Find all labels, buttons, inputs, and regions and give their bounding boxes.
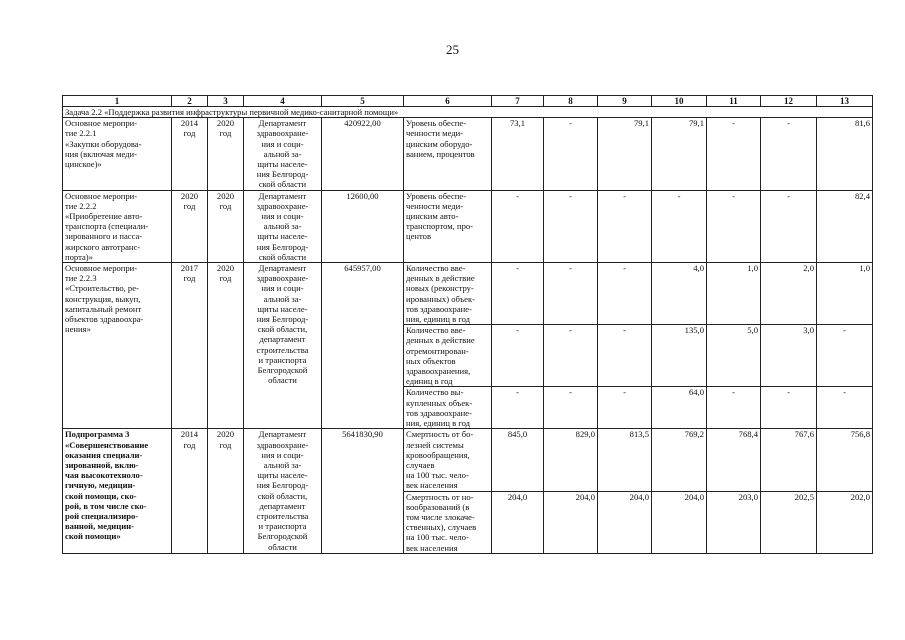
cell-line: 2020 [216, 429, 235, 440]
cell-line: ированных) объек- [406, 293, 475, 304]
header-cell: 11 [707, 96, 761, 107]
indicator-value: 767,6 [761, 429, 817, 491]
cell-line: век населения [406, 480, 458, 491]
cell-line: щиты населе- [257, 159, 308, 170]
cell-line: здравоохране- [256, 273, 309, 284]
indicator-value: - [492, 263, 544, 325]
cell-line: ния Белгород- [256, 314, 309, 325]
indicator-value: - [544, 118, 598, 190]
cell-line: альной за- [263, 293, 302, 304]
indicator-value: - [761, 118, 817, 190]
indicator-value: - [652, 190, 707, 262]
indicator-value: - [707, 387, 761, 429]
indicator-value: 768,4 [707, 429, 761, 491]
end-year [208, 263, 244, 429]
indicator-value: 2,0 [761, 263, 817, 325]
cell-line: департамент [259, 500, 306, 511]
header-cell: 1 [63, 96, 172, 107]
header-cell: 12 [761, 96, 817, 107]
table-row [63, 429, 873, 491]
cell-line: 2020 [216, 263, 235, 274]
table-row [63, 118, 873, 190]
indicator-value: 813,5 [598, 429, 652, 491]
cell-line: департамент [259, 334, 306, 345]
cell-line: Департамент [258, 263, 307, 274]
cell-line: тов здравоохране- [406, 303, 472, 314]
cell-line: гичную, медицин- [65, 480, 136, 491]
indicator-value: - [817, 325, 873, 387]
cell-line: год [183, 200, 196, 211]
indicator-value: - [707, 118, 761, 190]
header-cell: 6 [404, 96, 492, 107]
cell-line: год [219, 439, 232, 450]
cell-line: год [183, 128, 196, 139]
cell-line: на 100 тыс. чело- [406, 470, 469, 481]
cell-line: 2017 [180, 263, 199, 274]
indicator-value: 82,4 [817, 190, 873, 262]
indicator-name [404, 118, 492, 190]
indicator-name [404, 387, 492, 429]
cell-line: нения» [65, 324, 91, 335]
cell-line: цинское)» [65, 159, 102, 170]
indicator-value: 5,0 [707, 325, 761, 387]
measure-name [63, 429, 172, 553]
cell-line: строительства [256, 344, 309, 355]
cell-line: ния и соци- [261, 449, 304, 460]
table-row [63, 263, 873, 325]
funding-amount: 420922,00 [322, 118, 404, 190]
funding-amount: 645957,00 [322, 263, 404, 429]
indicator-name [404, 429, 492, 491]
cell-line: ской помощи» [65, 531, 121, 542]
cell-line: строительства [256, 510, 309, 521]
cell-line: Белгородской [257, 365, 308, 376]
cell-line: транспорта (специали- [65, 221, 149, 232]
cell-line: 2020 [216, 190, 235, 201]
cell-line: транспортом, про- [406, 221, 474, 232]
cell-line: области [268, 375, 297, 386]
cell-line: альной за- [263, 148, 302, 159]
indicator-value: 202,0 [817, 491, 873, 553]
cell-line: оказания специали- [65, 449, 143, 460]
cell-line: цинским оборудо- [406, 138, 473, 149]
cell-line: зированного и пасса- [65, 231, 143, 242]
cell-line: здравоохране- [256, 128, 309, 139]
cell-line: рой специализиро- [65, 510, 139, 521]
indicator-value: - [492, 325, 544, 387]
cell-line: рой, в том числе ско- [65, 500, 147, 511]
indicator-value: 203,0 [707, 491, 761, 553]
cell-line: Белгородской [257, 531, 308, 542]
cell-line: зированной, вклю- [65, 459, 139, 470]
cell-line: ванной, медицин- [65, 521, 134, 532]
header-cell: 7 [492, 96, 544, 107]
cell-line: ской помощи, ско- [65, 490, 137, 501]
cell-line: 2020 [180, 190, 199, 201]
cell-line: Уровень обеспе- [406, 190, 467, 201]
indicator-value: 769,2 [652, 429, 707, 491]
indicator-value: 204,0 [492, 491, 544, 553]
measure-name [63, 190, 172, 262]
cell-line: денных в действие [406, 335, 475, 346]
cell-line: цинским авто- [406, 211, 459, 222]
cell-line: вообразований (в [406, 501, 470, 512]
indicator-value: 829,0 [544, 429, 598, 491]
indicator-name [404, 491, 492, 553]
cell-line: ных объектов [406, 355, 456, 366]
header-cell: 8 [544, 96, 598, 107]
header-row [63, 96, 873, 107]
indicator-value: - [761, 190, 817, 262]
indicator-value: - [761, 387, 817, 429]
indicator-value: 4,0 [652, 263, 707, 325]
cell-line: «Закупки оборудова- [65, 138, 142, 149]
indicator-value: 3,0 [761, 325, 817, 387]
executor [244, 429, 322, 553]
cell-line: Основное меропри- [65, 118, 138, 129]
cell-line: «Строительство, ре- [65, 283, 139, 294]
cell-line: конструкция, выкуп, [65, 293, 141, 304]
measure-name [63, 118, 172, 190]
indicator-value: - [544, 263, 598, 325]
indicator-value: 79,1 [652, 118, 707, 190]
cell-line: денных в действие [406, 273, 475, 284]
funding-amount: 12600,00 [322, 190, 404, 262]
indicator-name [404, 325, 492, 387]
cell-line: на 100 тыс. чело- [406, 532, 469, 543]
cell-line: ния Белгород- [256, 169, 309, 180]
indicator-value: 756,8 [817, 429, 873, 491]
indicator-value: 73,1 [492, 118, 544, 190]
cell-line: тие 2.2.1 [65, 128, 97, 139]
indicator-value: - [544, 387, 598, 429]
cell-line: здравоохранения, [406, 366, 471, 377]
indicator-value: 1,0 [817, 263, 873, 325]
cell-line: капитальный ремонт [65, 303, 142, 314]
cell-line: год [219, 128, 232, 139]
indicator-value: 204,0 [652, 491, 707, 553]
cell-line: Департамент [258, 429, 307, 440]
indicator-name [404, 263, 492, 325]
cell-line: ской области [258, 251, 307, 262]
indicator-value: - [492, 387, 544, 429]
cell-line: чая высокотехноло- [65, 470, 143, 481]
cell-line: год [183, 439, 196, 450]
header-cell: 4 [244, 96, 322, 107]
indicator-value: 845,0 [492, 429, 544, 491]
end-year [208, 118, 244, 190]
cell-line: ченности меди- [406, 200, 464, 211]
cell-line: ния и соци- [261, 211, 304, 222]
cell-line: «Приобретение авто- [65, 211, 143, 222]
indicator-value: - [492, 190, 544, 262]
cell-line: купленных объек- [406, 397, 473, 408]
indicator-value: - [817, 387, 873, 429]
cell-line: случаев [406, 459, 435, 470]
cell-line: 2020 [216, 118, 235, 129]
cell-line: лезней системы [406, 439, 464, 450]
cell-line: век населения [406, 542, 458, 553]
indicator-name [404, 190, 492, 262]
indicator-value: 1,0 [707, 263, 761, 325]
cell-line: ния, единиц в год [406, 314, 471, 325]
cell-line: отремонтирован- [406, 345, 469, 356]
cell-line: щиты населе- [257, 231, 308, 242]
indicator-value: 202,5 [761, 491, 817, 553]
cell-line: щиты населе- [257, 470, 308, 481]
cell-line: ния (включая меди- [65, 148, 137, 159]
cell-line: ния Белгород- [256, 480, 309, 491]
header-cell: 10 [652, 96, 707, 107]
header-cell: 3 [208, 96, 244, 107]
cell-line: ской области, [257, 324, 308, 335]
cell-line: Основное меропри- [65, 190, 138, 201]
indicator-value: 64,0 [652, 387, 707, 429]
cell-line: центов [406, 231, 432, 242]
cell-line: ченности меди- [406, 128, 464, 139]
start-year [172, 190, 208, 262]
cell-line: ванием, процентов [406, 148, 475, 159]
program-table [62, 95, 873, 554]
cell-line: ния, единиц в год [406, 418, 471, 429]
cell-line: 2014 [180, 429, 199, 440]
indicator-value: - [598, 387, 652, 429]
indicator-value: - [707, 190, 761, 262]
start-year [172, 118, 208, 190]
cell-line: ния Белгород- [256, 241, 309, 252]
cell-line: Основное меропри- [65, 263, 138, 274]
cell-line: тов здравоохране- [406, 407, 472, 418]
cell-line: щиты населе- [257, 303, 308, 314]
cell-line: ния и соци- [261, 283, 304, 294]
task-row [63, 107, 873, 118]
cell-line: Департамент [258, 190, 307, 201]
indicator-value: - [598, 263, 652, 325]
cell-line: ской области [258, 179, 307, 190]
header-cell: 5 [322, 96, 404, 107]
task-title: Задача 2.2 «Поддержка развития инфраструктуры первичной медико-санитарной помощи» [63, 107, 873, 118]
executor [244, 190, 322, 262]
indicator-value: 204,0 [544, 491, 598, 553]
cell-line: жирского автотранс- [65, 241, 141, 252]
end-year [208, 429, 244, 553]
page-number: 25 [446, 42, 459, 57]
cell-line: единиц в год [406, 376, 453, 387]
cell-line: год [183, 273, 196, 284]
cell-line: и транспорта [258, 354, 307, 365]
cell-line: 2014 [180, 118, 199, 129]
funding-amount: 5641830,90 [322, 429, 404, 553]
cell-line: тие 2.2.3 [65, 273, 97, 284]
executor [244, 118, 322, 190]
cell-line: ния и соци- [261, 138, 304, 149]
cell-line: альной за- [263, 459, 302, 470]
indicator-value: - [598, 325, 652, 387]
cell-line: ской области, [257, 490, 308, 501]
indicator-value: 204,0 [598, 491, 652, 553]
cell-line: здравоохране- [256, 200, 309, 211]
cell-line: ственных), случаев [406, 522, 477, 533]
indicator-value: - [598, 190, 652, 262]
cell-line: Количество вы- [406, 387, 464, 398]
cell-line: объектов здравоохра- [65, 314, 144, 325]
cell-line: альной за- [263, 221, 302, 232]
table-row [63, 190, 873, 262]
cell-line: «Совершенствование [65, 439, 149, 450]
cell-line: Количество вве- [406, 325, 466, 336]
cell-line: тие 2.2.2 [65, 200, 97, 211]
cell-line: том числе злокаче- [406, 511, 475, 522]
cell-line: Количество вве- [406, 263, 466, 274]
cell-line: и транспорта [258, 521, 307, 532]
indicator-value: 81,6 [817, 118, 873, 190]
header-cell: 13 [817, 96, 873, 107]
start-year [172, 429, 208, 553]
start-year [172, 263, 208, 429]
cell-line: здравоохране- [256, 439, 309, 450]
cell-line: Смертность от бо- [406, 429, 474, 440]
cell-line: области [268, 541, 297, 552]
cell-line: порта)» [65, 251, 93, 262]
header-cell: 9 [598, 96, 652, 107]
cell-line: Уровень обеспе- [406, 118, 467, 129]
header-cell: 2 [172, 96, 208, 107]
cell-line: Департамент [258, 118, 307, 129]
cell-line: новых (реконстру- [406, 283, 474, 294]
indicator-value: 135,0 [652, 325, 707, 387]
indicator-value: - [544, 325, 598, 387]
cell-line: Смертность от но- [406, 491, 474, 502]
cell-line: кровообращения, [406, 449, 470, 460]
cell-line: год [219, 200, 232, 211]
cell-line: год [219, 273, 232, 284]
end-year [208, 190, 244, 262]
measure-name [63, 263, 172, 429]
cell-line: Подпрограмма 3 [65, 429, 130, 440]
indicator-value: 79,1 [598, 118, 652, 190]
executor [244, 263, 322, 429]
indicator-value: - [544, 190, 598, 262]
